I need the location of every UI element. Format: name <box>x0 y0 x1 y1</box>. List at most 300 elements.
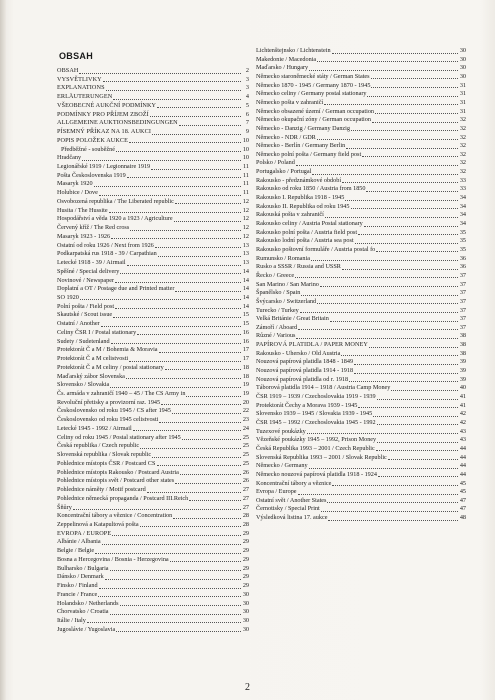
toc-entry-label: Německo - Berlín / Germany Berlin <box>256 142 346 150</box>
toc-entry-page-number: 27 <box>242 494 249 502</box>
toc-entry <box>256 367 466 375</box>
toc-entry <box>256 125 466 133</box>
toc-entry-label: Německo obsazené území / German occupation <box>256 107 375 115</box>
dot-leader <box>320 285 458 287</box>
toc-entry-label: Německo - NDR / GDR <box>256 133 316 141</box>
toc-entry-page-number: 30 <box>242 616 249 624</box>
toc-entry-page-number: 11 <box>243 189 249 197</box>
dot-leader <box>378 475 458 477</box>
dot-leader <box>99 587 241 589</box>
toc-entry-page-number: 2 <box>245 67 249 74</box>
toc-entry-label: Zámoří / Aboard <box>256 323 298 331</box>
toc-entry-label: Rumunsko / Romania <box>256 254 310 262</box>
toc-entry <box>256 82 466 90</box>
toc-entry-label: Holandsko / Netherlands <box>57 599 119 607</box>
toc-entry <box>57 277 249 285</box>
dot-leader <box>115 307 241 309</box>
dot-leader <box>317 302 458 304</box>
toc-entry-page-number: 45 <box>459 488 466 496</box>
toc-entry-label: ČSR 1945 – 1992 / Czechoslovakia 1945 - 1992 <box>256 418 376 426</box>
toc-entry-page-number: 31 <box>459 90 466 98</box>
toc-entry-page-number: 41 <box>459 401 466 409</box>
toc-entry-label: Česká republika / Czech republic <box>57 442 140 450</box>
toc-entry <box>57 530 249 538</box>
dot-leader <box>377 398 458 400</box>
toc-entry-label: Pohlednice náměty / Motif postcard <box>57 486 146 494</box>
toc-entry <box>256 281 466 289</box>
toc-entry-label: Protektorát Čechy a Morava 1939 - 1945 <box>256 401 358 409</box>
toc-entry <box>57 486 249 494</box>
dot-leader <box>388 458 458 460</box>
toc-entry <box>57 565 249 573</box>
toc-entry-label: ALLGEMEINE AUKTIONSBEDINGUNGEN <box>57 119 178 127</box>
dot-leader <box>358 233 458 235</box>
toc-entry-page-number: 29 <box>242 555 249 563</box>
toc-entry <box>256 402 466 410</box>
toc-entry-page-number: 12 <box>242 197 249 205</box>
dot-leader <box>351 207 459 209</box>
toc-entry-page-number: 24 <box>242 424 249 432</box>
dot-leader <box>298 328 458 330</box>
toc-entry <box>57 451 249 459</box>
toc-entry-label: SO 1920 <box>57 293 79 301</box>
toc-entry-page-number: 34 <box>459 194 466 202</box>
toc-entry-page-number: 12 <box>242 206 249 214</box>
toc-entry-page-number: 32 <box>459 142 466 150</box>
toc-entry <box>256 462 466 470</box>
toc-entry-label: Belgie / Belgie <box>57 547 95 555</box>
toc-entry-label: Celiny ČSR I / Postal stationary <box>57 328 137 336</box>
toc-entry-page-number: 34 <box>459 220 466 227</box>
dot-leader <box>103 80 241 82</box>
dot-leader <box>391 389 458 391</box>
toc-entry-page-number: 32 <box>459 159 466 167</box>
toc-entry-page-number: 44 <box>459 444 466 452</box>
toc-entry-page-number: 19 <box>242 390 249 397</box>
toc-entry-page-number: 37 <box>459 315 466 323</box>
toc-entry <box>57 495 249 503</box>
dot-leader <box>147 491 241 493</box>
dot-leader <box>111 342 241 344</box>
toc-entry-label: Husita / The Hussite <box>57 206 108 214</box>
dot-leader <box>307 432 458 434</box>
toc-entry-page-number: 39 <box>459 375 466 383</box>
toc-entry-page-number: 29 <box>242 538 249 546</box>
toc-entry-page-number: 40 <box>459 384 466 392</box>
dot-leader <box>151 168 241 170</box>
dot-leader <box>158 255 241 257</box>
toc-entry-page-number: 35 <box>459 245 466 253</box>
toc-entry-label: Jugoslávie / Yugoslavia <box>57 625 116 633</box>
toc-entry-label: Finsko / Finland <box>57 582 98 590</box>
dot-leader <box>179 124 241 126</box>
toc-entry <box>256 255 466 263</box>
dot-leader <box>140 525 241 527</box>
toc-entry <box>57 538 249 546</box>
toc-entry <box>57 320 249 328</box>
toc-entry-label: Československo od roku 1945 / CS after 1945 <box>57 407 171 415</box>
toc-entry-page-number: 14 <box>242 302 249 310</box>
toc-entry-page-number: 5 <box>245 101 249 109</box>
toc-entry-page-number: 35 <box>459 228 466 236</box>
toc-entry-page-number: 4 <box>245 93 249 101</box>
dot-leader <box>109 211 241 213</box>
toc-entry <box>256 116 466 124</box>
toc-entry <box>57 93 249 101</box>
toc-entry-page-number: 9 <box>245 128 249 136</box>
toc-entry-label: Evropa / Europe <box>256 488 297 496</box>
toc-entry-label: VŠEOBECNÉ AUKČNÍ PODMÍNKY <box>57 101 157 109</box>
toc-entry <box>57 547 249 555</box>
toc-entry-label: Protektorát Č a M celiny / postal stationary <box>57 363 164 371</box>
toc-entry-page-number: 38 <box>459 332 466 340</box>
toc-entry-label: Německo 1870 - 1945 / Germany 1870 - 1945 <box>256 81 371 89</box>
toc-entry-page-number: 25 <box>242 451 249 459</box>
toc-entry-label: Maďarsko / Hungary <box>256 64 309 72</box>
toc-entry <box>256 428 466 436</box>
toc-entry-page-number: 43 <box>459 436 466 444</box>
dot-leader <box>311 259 458 261</box>
toc-entry <box>57 469 249 477</box>
dot-leader <box>324 103 458 105</box>
toc-entry-page-number: 37 <box>459 306 466 314</box>
toc-entry <box>256 307 466 315</box>
toc-entry-page-number: 10 <box>242 136 249 144</box>
dot-leader <box>367 95 458 97</box>
toc-entry <box>57 172 249 180</box>
toc-entry-page-number: 30 <box>459 72 466 80</box>
toc-entry <box>57 119 249 127</box>
toc-entry-label: Ostatní svět / Another States <box>256 496 327 504</box>
toc-entry <box>256 73 466 81</box>
toc-entry <box>256 194 466 202</box>
toc-entry <box>57 521 249 529</box>
toc-entry <box>256 220 466 228</box>
toc-entry <box>256 237 466 245</box>
toc-entry <box>256 505 466 513</box>
dot-leader <box>112 534 241 536</box>
toc-entry-label: Hradčany <box>57 154 82 162</box>
toc-entry-label: Masaryk 1920 <box>57 180 93 188</box>
toc-entry-page-number: 25 <box>242 442 249 450</box>
toc-entry <box>256 90 466 98</box>
toc-entry-page-number: 31 <box>459 98 466 106</box>
toc-entry-page-number: 30 <box>242 590 249 598</box>
toc-entry-page-number: 11 <box>243 180 249 188</box>
toc-entry-label: Slovensko / Slovakia <box>57 381 110 389</box>
toc-entry-label: Ostatní / Another <box>57 320 100 328</box>
toc-entry-page-number: 28 <box>242 512 249 520</box>
toc-entry <box>256 488 466 496</box>
dot-leader <box>79 72 241 74</box>
dot-leader <box>116 630 241 632</box>
toc-entry-label: Rakousko - předznámkové období <box>256 176 342 184</box>
toc-entry-label: PÍSEMNÝ PŘÍKAZ NA 18. AUKCI <box>57 128 151 136</box>
toc-entry-page-number: 44 <box>459 462 466 470</box>
toc-entry-label: Německo nouzová papírová platidla 1918 - 1924 <box>256 470 377 478</box>
toc-entry <box>256 480 466 488</box>
toc-entry-page-number: 33 <box>459 185 466 193</box>
toc-entry <box>57 146 249 154</box>
dot-leader <box>377 441 458 443</box>
toc-entry-page-number: 10 <box>242 145 249 153</box>
dot-leader <box>175 202 241 204</box>
toc-entry <box>57 111 249 119</box>
dot-leader <box>327 501 458 503</box>
dot-leader <box>161 403 241 405</box>
toc-entry-page-number: 29 <box>242 573 249 581</box>
toc-entry <box>256 419 466 427</box>
toc-entry <box>57 390 249 398</box>
toc-entry <box>256 211 466 219</box>
toc-entry <box>57 294 249 302</box>
toc-entry-page-number: 14 <box>242 293 249 301</box>
toc-entry-label: Holubice / Dove <box>57 189 98 197</box>
toc-entry-label: Pohlednice místopis ČSR / Postcard CS <box>57 459 156 467</box>
toc-entry-page-number: 27 <box>242 503 249 511</box>
toc-entry-label: Čs. armáda v zahraničí 1940 – 45 / The CS Army in <box>57 390 186 397</box>
dot-leader <box>116 150 241 152</box>
toc-entry <box>57 329 249 337</box>
toc-entry <box>256 393 466 401</box>
toc-entry <box>256 332 466 340</box>
dot-leader <box>113 316 241 318</box>
dot-leader <box>150 115 241 117</box>
toc-entry <box>57 416 249 424</box>
toc-entry-label: San Marino / San Marino <box>256 280 319 288</box>
toc-entry-page-number: 29 <box>242 547 249 555</box>
dot-leader <box>295 276 458 278</box>
dot-leader <box>110 386 241 388</box>
toc-entry-label: Masaryk 1923 - 1926 <box>57 232 111 240</box>
toc-entry-page-number: 43 <box>459 427 466 435</box>
toc-entry-page-number: 37 <box>459 323 466 331</box>
toc-entry-label: Doplatní a OT / Postage due and Printed matter <box>57 285 175 293</box>
toc-entry-label: Česká Republika 1993 – 2001 / Czech Republic <box>256 444 375 452</box>
dot-leader <box>300 311 458 313</box>
toc-entry <box>256 289 466 297</box>
toc-entry <box>256 445 466 453</box>
toc-entry <box>256 56 466 64</box>
toc-entry-label: Spěšné / Special delivery <box>57 267 120 275</box>
toc-entry-label: Portugalsko / Portugal <box>256 168 312 176</box>
toc-entry <box>57 477 249 485</box>
toc-entry-page-number: 13 <box>242 250 249 258</box>
toc-entry-label: Protektorát Č a M / Bohemia & Moravia <box>57 346 158 354</box>
dot-leader <box>342 181 458 183</box>
toc-entry-page-number: 30 <box>459 47 466 54</box>
dot-leader <box>373 415 458 417</box>
dot-leader <box>325 216 458 218</box>
dot-leader <box>355 242 458 244</box>
toc-entry-page-number: 17 <box>242 355 249 363</box>
toc-entry-page-number: 6 <box>245 110 249 118</box>
toc-entry <box>57 425 249 433</box>
toc-entry-label: Bosna a Hercegovina / Bosnia - Herzegovina <box>57 555 169 563</box>
toc-entry <box>256 47 466 55</box>
toc-entry-page-number: 30 <box>459 55 466 63</box>
toc-entry-page-number: 34 <box>459 211 466 219</box>
toc-entry-label: Německo celiny / Germany postal stationary <box>256 90 367 98</box>
toc-entry-label: EVROPA / EUROPE <box>57 529 112 537</box>
toc-entry <box>256 324 466 332</box>
toc-entry-label: OBSAH <box>57 67 79 74</box>
toc-entry-label: Německo - Danzig / Germany Danzig <box>256 124 350 132</box>
toc-entry-label: Rakousko lodní pošta / Austria sea post <box>256 237 354 245</box>
toc-entry-label: Ostatní od roku 1926 / Next from 1926 <box>57 241 154 249</box>
dot-leader <box>101 325 241 327</box>
dot-leader <box>376 250 458 252</box>
toc-entry-label: VYSVĚTLIVKY <box>57 75 102 83</box>
dot-leader <box>129 141 241 143</box>
toc-entry-label: Rakousko I. Republika 1918 - 1945 <box>256 194 345 202</box>
dot-leader <box>330 320 458 322</box>
toc-entry-page-number: 39 <box>459 367 466 375</box>
toc-entry-label: Rakousko celiny / Austria Postal stationary <box>256 220 363 227</box>
toc-entry-page-number: 12 <box>242 224 249 232</box>
toc-entry-page-number: 32 <box>459 124 466 132</box>
toc-entry <box>256 514 466 522</box>
toc-entry-page-number: 34 <box>459 202 466 210</box>
toc-entry-label: Německo polní pošta / Germany field post <box>256 150 362 158</box>
toc-entry-page-number: 31 <box>459 107 466 115</box>
toc-entry <box>57 338 249 346</box>
toc-entry-label: Německo okupační zóny / German occupation <box>256 116 371 124</box>
toc-entry-label: Červený kříž / The Red cross <box>57 224 130 232</box>
toc-entry <box>256 108 466 116</box>
toc-entry-page-number: 47 <box>459 505 466 513</box>
toc-entry-label: Černotisky / Special Print <box>256 505 320 513</box>
toc-entry-label: Řecko / Greece <box>256 271 295 279</box>
toc-entry <box>57 364 249 372</box>
dot-leader <box>345 199 458 201</box>
toc-entry-page-number: 14 <box>242 267 249 275</box>
toc-entry <box>256 497 466 505</box>
toc-entry-label: Německo / Germany <box>256 462 308 470</box>
dot-leader <box>354 363 458 365</box>
toc-entry-page-number: 16 <box>242 328 249 336</box>
binding-gutter <box>0 0 6 700</box>
toc-entry-label: EXPLANATIONS <box>57 84 105 92</box>
dot-leader <box>309 467 458 469</box>
toc-entry-label: Francie / France <box>57 590 98 598</box>
toc-entry <box>256 436 466 444</box>
toc-entry-label: Pohlednice místopis Rakousko / Postcard Austria <box>57 468 179 476</box>
toc-entry-page-number: 29 <box>242 564 249 572</box>
toc-entry-label: Výsledková listina 17. aukce <box>256 514 328 522</box>
toc-entry-label: Legionářské 1919 / Legionnaire 1919 <box>57 163 151 171</box>
toc-entry-label: Protektorát Č a M celistvosti <box>57 355 129 363</box>
toc-entry-label: Německo staroněmecké státy / German States <box>256 72 370 80</box>
toc-entry-label: Pošta Československa 1919 <box>57 171 126 179</box>
toc-entry <box>57 381 249 389</box>
toc-entry-page-number: 27 <box>242 486 249 494</box>
toc-entry-page-number: 14 <box>242 285 249 293</box>
toc-entry <box>57 67 249 75</box>
toc-entry <box>256 142 466 150</box>
dot-leader <box>371 77 458 79</box>
toc-entry <box>57 84 249 92</box>
toc-entry <box>57 128 249 136</box>
toc-entry <box>57 608 249 616</box>
dot-leader <box>172 412 241 414</box>
toc-entry-page-number: 10 <box>242 154 249 162</box>
toc-entry-page-number: 38 <box>459 341 466 349</box>
toc-entry-label: Letecké 1945 - 1992 / Airmail <box>57 424 132 432</box>
toc-entry-page-number: 11 <box>243 163 249 171</box>
toc-entry-page-number: 32 <box>459 168 466 176</box>
dot-leader <box>129 360 241 362</box>
dot-leader <box>111 237 241 239</box>
toc-entry <box>256 229 466 237</box>
dot-leader <box>82 159 241 161</box>
toc-entry <box>57 154 249 162</box>
dot-leader <box>376 449 458 451</box>
dot-leader <box>99 194 241 196</box>
toc-entry <box>256 134 466 142</box>
dot-leader <box>312 173 458 175</box>
dot-leader <box>127 264 241 266</box>
dot-leader <box>127 176 241 178</box>
toc-entry-label: Táborová platidla 1914 – 1918 / Austria Camp Money <box>256 384 391 392</box>
toc-entry <box>256 64 466 72</box>
toc-entry-page-number: 37 <box>459 280 466 288</box>
toc-entry <box>256 185 466 193</box>
toc-entry <box>256 272 466 280</box>
toc-entry-page-number: 18 <box>242 372 249 380</box>
toc-entry <box>57 268 249 276</box>
toc-entry-label: Maďarský zábor Slovenska <box>57 372 125 380</box>
toc-entry-page-number: 44 <box>459 470 466 478</box>
toc-entry <box>57 250 249 258</box>
toc-entry <box>57 373 249 381</box>
toc-entry-page-number: 3 <box>245 84 249 92</box>
toc-entry <box>57 242 249 250</box>
toc-entry-page-number: 45 <box>459 479 466 487</box>
dot-leader <box>332 484 458 486</box>
toc-entry-page-number: 25 <box>242 459 249 467</box>
toc-entry-page-number: 32 <box>459 150 466 158</box>
toc-entry-label: Předběžné - souběžné <box>61 145 115 153</box>
toc-entry <box>256 384 466 392</box>
toc-entry-page-number: 13 <box>242 241 249 249</box>
dot-leader <box>159 421 241 423</box>
toc-entry-page-number: 12 <box>242 232 249 240</box>
toc-entry-label: Itálie / Italy <box>57 616 86 624</box>
dot-leader <box>137 333 241 335</box>
dot-leader <box>130 229 241 231</box>
dot-leader <box>309 69 458 71</box>
toc-entry-label: Rakousko poštovní formuláře / Austria postal fo <box>256 245 376 253</box>
toc-entry <box>256 376 466 384</box>
toc-entry-page-number: 39 <box>459 358 466 366</box>
dot-leader <box>73 508 241 510</box>
dot-leader <box>133 429 241 431</box>
toc-entry-label: Švýcarsko / Switzerland <box>256 297 317 305</box>
toc-entry <box>256 454 466 462</box>
dot-leader <box>351 129 458 131</box>
toc-entry <box>57 259 249 267</box>
toc-entry-label: Slovenská republika / Slovak republic <box>57 451 152 459</box>
toc-entry <box>57 224 249 232</box>
dot-leader <box>321 510 458 512</box>
dot-leader <box>366 190 458 192</box>
toc-entry-page-number: 32 <box>459 116 466 124</box>
dot-leader <box>173 517 241 519</box>
toc-entry <box>256 246 466 254</box>
dot-leader <box>98 595 241 597</box>
toc-entry <box>57 591 249 599</box>
